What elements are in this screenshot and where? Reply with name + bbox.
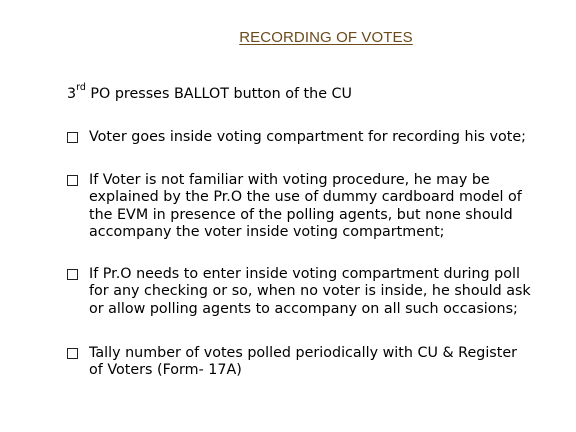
list-item-line: or allow polling agents to accompany on all such occasions;	[89, 300, 518, 317]
list-item-text	[89, 266, 557, 318]
checkbox-outline-icon	[67, 175, 78, 186]
checkbox-outline-icon	[67, 269, 78, 280]
list-item-line: explained by the Pr.O the use of dummy cardboard model of	[89, 189, 522, 206]
list-item-line: If Voter is not familiar with voting procedure, he may be	[89, 172, 490, 188]
page-title: RECORDING OF VOTES	[239, 29, 413, 46]
list-item	[67, 266, 557, 318]
intro-superscript: rd	[76, 82, 86, 94]
list-item-line: the EVM in presence of the polling agents, but none should	[89, 206, 513, 223]
list-item-text	[89, 129, 557, 146]
list-item-line: Voter goes inside voting compartment for recording his vote;	[89, 129, 526, 145]
list-item-line: Tally number of votes polled periodically with CU & Register	[89, 345, 518, 361]
checkbox-outline-icon	[67, 348, 78, 359]
list-item	[67, 345, 557, 380]
intro-prefix: 3	[67, 86, 77, 102]
intro-suffix: PO presses BALLOT button of the CU	[85, 86, 352, 102]
list-item-line: If Pr.O needs to enter inside voting compartment during poll	[89, 266, 520, 282]
list-item-line: for any checking or so, when no voter is inside, he should ask	[89, 283, 531, 300]
checkbox-outline-icon	[67, 132, 78, 143]
list-item-line: of Voters (Form- 17A)	[89, 362, 242, 379]
intro-line	[67, 82, 352, 103]
list-item	[67, 129, 557, 146]
list-item	[67, 172, 557, 241]
list-item-text	[89, 345, 557, 380]
list-item-line: accompany the voter inside voting compartment;	[89, 223, 445, 240]
list-item-text	[89, 172, 557, 241]
